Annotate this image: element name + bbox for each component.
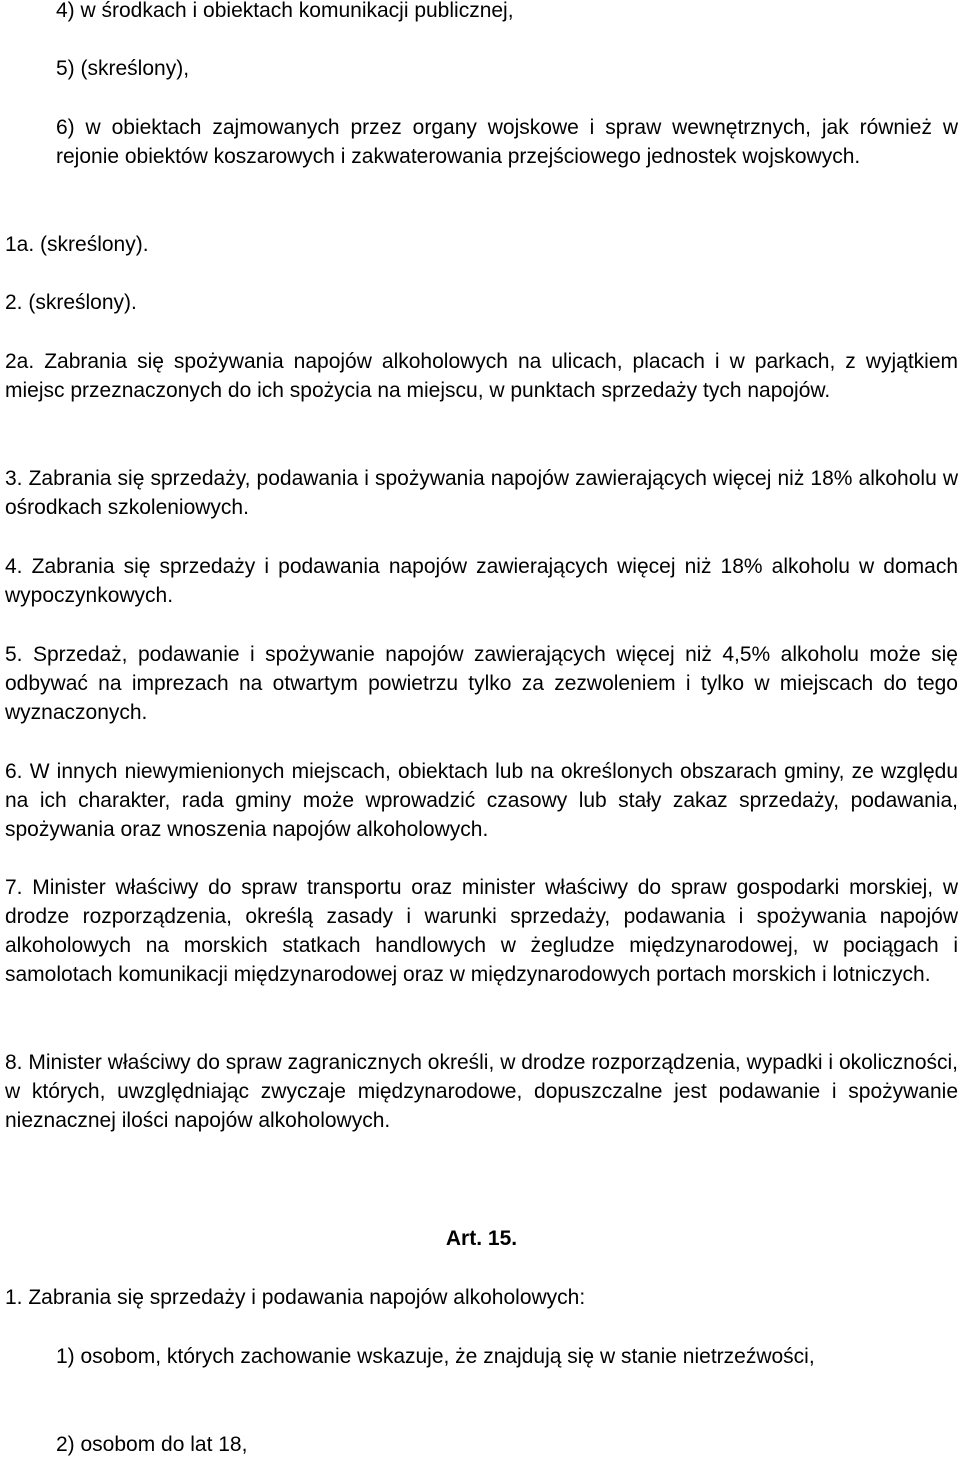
list-item-4: 4) w środkach i obiektach komunikacji publicznej, [56,0,514,22]
paragraph-8: 8. Minister właściwy do spraw zagranicznych określi, w drodze rozporządzenia, wypadki i okoliczności, w których, uwzględniając zwyczaje międzynarodowe, dopuszczalne jest podawanie i spożywanie nieznacznej ilości napojów alkoholowych. [5,1051,958,1132]
paragraph-5: 5. Sprzedaż, podawanie i spożywanie napojów zawierających więcej niż 4,5% alkoholu może się odbywać na imprezach na otwartym powietrzu tylko za zezwoleniem i tylko w miejscach do tego wyznaczonych. [5,643,958,724]
article-paragraph-1: 1. Zabrania się sprzedaży i podawania napojów alkoholowych: [5,1286,586,1309]
list-item-6: 6) w obiektach zajmowanych przez organy wojskowe i spraw wewnętrznych, jak również w rejonie obiektów koszarowych i zakwaterowania przejściowego jednostek wojskowych. [56,116,958,168]
article-list-item-2: 2) osobom do lat 18, [56,1433,248,1456]
paragraph-7: 7. Minister właściwy do spraw transportu oraz minister właściwy do spraw gospodarki morskiej, w drodze rozporządzenia, określą zasady i warunki sprzedaży, podawania i spożywania napojów alkoholowych na morskich statkach handlowych w żegludze międzynarodowej, w pociągach i samolotach komunikacji międzynarodowej oraz w międzynarodowych portach morskich i lotniczych. [5,876,958,986]
paragraph-6: 6. W innych niewymienionych miejscach, obiektach lub na określonych obszarach gminy, ze względu na ich charakter, rada gminy może wprowadzić czasowy lub stały zakaz sprzedaży, podawania, spożywania oraz wnoszenia napojów alkoholowych. [5,760,958,841]
article-list-item-1: 1) osobom, których zachowanie wskazuje, że znajdują się w stanie nietrzeźwości, [56,1345,815,1368]
article-heading: Art. 15. [445,1227,518,1250]
paragraph-3: 3. Zabrania się sprzedaży, podawania i spożywania napojów zawierających więcej niż 18% alkoholu w ośrodkach szkoleniowych. [5,467,958,519]
paragraph-2: 2. (skreślony). [5,291,137,314]
paragraph-1a: 1a. (skreślony). [5,233,149,256]
list-item-5: 5) (skreślony), [56,57,190,80]
paragraph-4: 4. Zabrania się sprzedaży i podawania napojów zawierających więcej niż 18% alkoholu w domach wypoczynkowych. [5,555,958,607]
paragraph-2a: 2a. Zabrania się spożywania napojów alkoholowych na ulicach, placach i w parkach, z wyjątkiem miejsc przeznaczonych do ich spożycia na miejscu, w punktach sprzedaży tych napojów. [5,350,958,402]
